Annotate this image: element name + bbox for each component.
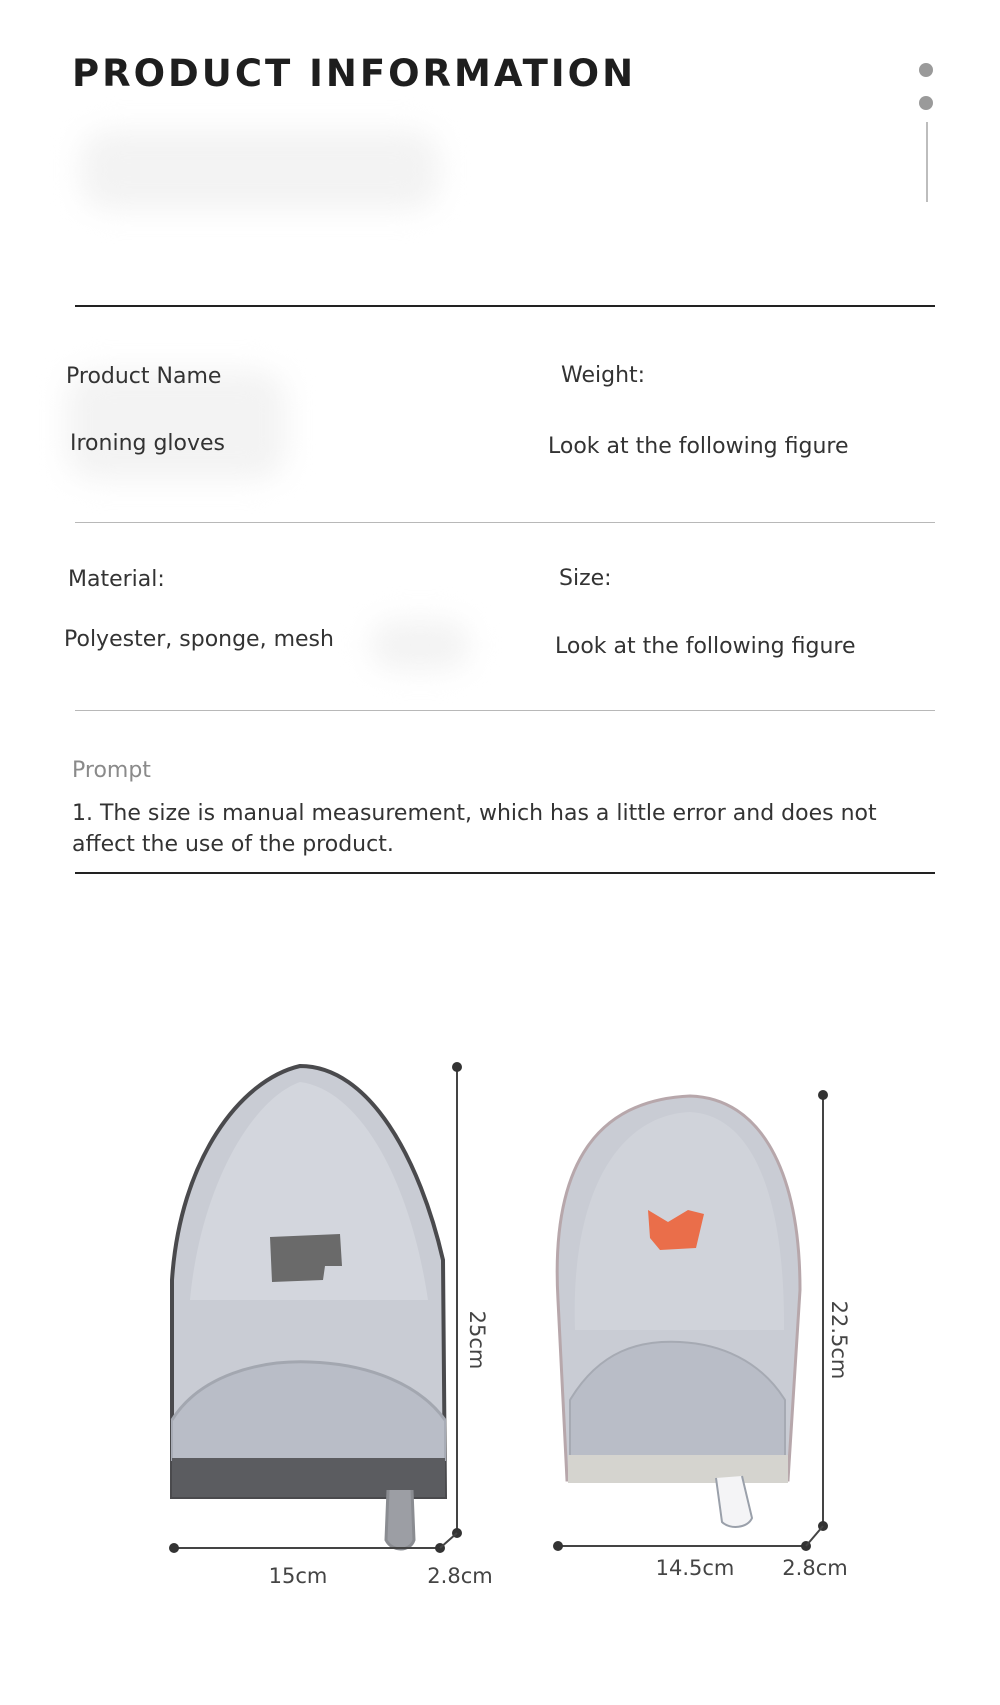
blurred-decoration [80,130,440,210]
small-thickness-label: 2.8cm [782,1556,848,1580]
product-name-label: Product Name [66,364,222,389]
prompt-note: 1. The size is manual measurement, which has a little error and does not affect the use of the product. [72,801,877,857]
weight-label: Weight: [561,363,646,388]
small-width-label: 14.5cm [655,1556,735,1580]
small-thickness-line [806,1526,823,1546]
table-top-divider [75,305,935,307]
decorative-vertical-line [926,122,928,202]
small-glove-cuff [568,1455,788,1483]
small-glove-hang-loop [716,1476,752,1527]
small-height-label: 22.5cm [827,1300,851,1380]
dimension-point [818,1090,828,1100]
decorative-dot-top [919,63,933,77]
dimension-point [169,1543,179,1553]
large-thickness-line [440,1533,457,1548]
product-name-value: Ironing gloves [70,431,226,456]
material-label: Material: [68,567,165,592]
size-label: Size: [559,566,612,591]
table-bottom-divider [75,872,935,874]
weight-value: Look at the following figure [548,434,849,459]
large-width-label: 15cm [268,1564,328,1588]
large-glove-hang-loop [386,1490,414,1549]
size-value: Look at the following figure [555,634,856,659]
prompt-heading: Prompt [72,758,151,783]
large-glove-illustration [172,1066,445,1549]
material-value: Polyester, sponge, mesh [64,627,334,652]
table-row-divider [75,710,935,711]
table-row-divider [75,522,935,523]
decorative-dot-bottom [919,96,933,110]
product-size-figure [0,1000,1000,1620]
dimension-point [553,1541,563,1551]
blurred-decoration [370,620,470,670]
page-title: PRODUCT INFORMATION [72,52,637,95]
small-glove-illustration [557,1096,800,1527]
large-thickness-label: 2.8cm [427,1564,493,1588]
dimension-point [452,1062,462,1072]
large-height-label: 25cm [465,1310,489,1370]
